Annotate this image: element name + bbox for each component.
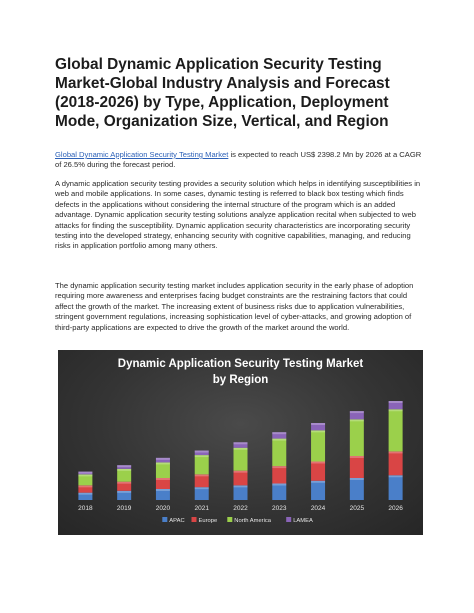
legend-swatch-apac [162, 517, 167, 522]
bar-apac-2026 [389, 475, 403, 500]
description-paragraph: A dynamic application security testing provides a security solution which helps in identifying susceptibilities in web and mobile applications. In some cases, dynamic testing is referred to black box testing which finds defects in the applications without considering the internal structure of the program which is an added advantage. Dynamic application security testing solutions analyze application recital when subjected to web attacks for finding the susceptibility. Dynamic application security characteristics are incorporating security testing into the developed strategy, enhancing security with cognitive capabilities, managing, and reducing risks in application portfolio among many others. [55, 179, 421, 251]
bar-highlight [195, 487, 209, 489]
bar-highlight [389, 451, 403, 453]
bar-north-america-2021 [195, 455, 209, 474]
bar-highlight [156, 478, 170, 480]
bar-highlight [195, 474, 209, 476]
bar-north-america-2024 [311, 430, 325, 461]
x-tick-label: 2024 [310, 505, 326, 512]
bar-highlight [78, 485, 92, 487]
bar-highlight [78, 472, 92, 474]
x-tick-label: 2021 [194, 505, 209, 512]
bar-highlight [156, 458, 170, 460]
bar-apac-2023 [272, 484, 286, 501]
market-chart [58, 350, 423, 535]
bar-highlight [234, 471, 248, 473]
bar-north-america-2026 [389, 409, 403, 451]
bar-europe-2026 [389, 451, 403, 475]
bar-highlight [350, 478, 364, 480]
x-tick-label: 2018 [78, 505, 93, 512]
bar-highlight [311, 430, 325, 432]
x-tick-label: 2020 [155, 505, 171, 512]
bar-highlight [156, 462, 170, 464]
legend-swatch-north-america [227, 517, 232, 522]
bar-europe-2025 [350, 456, 364, 478]
bar-highlight [350, 419, 364, 421]
bar-highlight [117, 469, 131, 471]
bar-highlight [389, 401, 403, 403]
x-tick-label: 2019 [116, 505, 132, 512]
bar-highlight [117, 465, 131, 467]
bar-highlight [234, 485, 248, 487]
bar-highlight [389, 409, 403, 411]
stacked-bar-chart [58, 350, 423, 535]
legend-swatch-europe [192, 517, 197, 522]
chart-legend [162, 517, 313, 524]
bar-apac-2024 [311, 481, 325, 500]
intro-text: is expected to reach US$ 2398.2 Mn by 2026 at a CAGR of 26.5% during the forecast period. [55, 150, 422, 170]
market-report-link[interactable]: Global Dynamic Application Security Testing Market [55, 150, 229, 159]
bar-highlight [350, 456, 364, 458]
bar-highlight [272, 439, 286, 441]
bar-highlight [117, 491, 131, 493]
x-axis-labels [78, 505, 403, 512]
bar-north-america-2023 [272, 439, 286, 467]
market-drivers-paragraph: The dynamic application security testing market includes application security in the early phase of adoption requiring more awareness and enterprises facing budget constraints are the restraining factors that could affect the growth of the market. The increasing extent of business risks due to application vulnerabilities, stringent government regulations, increasing sophistication level of cyber-attacks, and growing adoption of third-party applications are expected to drive the growth of the market around the world. [55, 281, 414, 332]
bar-highlight [156, 489, 170, 491]
legend-label-apac: APAC [169, 518, 185, 524]
bar-highlight [311, 423, 325, 425]
bar-highlight [195, 451, 209, 453]
bar-europe-2024 [311, 462, 325, 481]
bar-highlight [78, 493, 92, 495]
bar-highlight [311, 481, 325, 483]
bar-highlight [272, 484, 286, 486]
chart-title-line-1: Dynamic Application Security Testing Market [117, 358, 364, 370]
bar-highlight [234, 448, 248, 450]
bar-north-america-2025 [350, 419, 364, 456]
bar-highlight [78, 474, 92, 476]
bar-highlight [195, 455, 209, 457]
document-title: Global Dynamic Application Security Testing Market-Global Industry Analysis and Forecast (2018-2026) by Type, Application, Deployment Mode, Organization Size, Vertical, and Region [55, 56, 390, 130]
bar-highlight [311, 462, 325, 464]
legend-swatch-lamea [286, 517, 291, 522]
bar-apac-2022 [234, 485, 248, 500]
bar-highlight [117, 482, 131, 484]
legend-label-europe: Europe [198, 518, 218, 524]
bar-europe-2022 [234, 471, 248, 486]
x-tick-label: 2026 [388, 505, 403, 512]
bar-apac-2025 [350, 478, 364, 500]
x-tick-label: 2023 [272, 505, 287, 512]
bar-group [78, 401, 402, 500]
bar-north-america-2020 [156, 462, 170, 478]
bar-highlight [272, 466, 286, 468]
bar-highlight [350, 411, 364, 413]
bar-highlight [234, 442, 248, 444]
bar-highlight [272, 432, 286, 434]
x-tick-label: 2022 [233, 505, 248, 512]
legend-label-lamea: LAMEA [293, 518, 313, 524]
chart-title-line-2: by Region [212, 374, 269, 386]
bar-north-america-2022 [234, 448, 248, 471]
bar-europe-2023 [272, 466, 286, 483]
x-tick-label: 2025 [349, 505, 365, 512]
legend-label-north-america: North America [234, 518, 272, 524]
bar-highlight [389, 475, 403, 477]
intro-paragraph [55, 150, 427, 171]
